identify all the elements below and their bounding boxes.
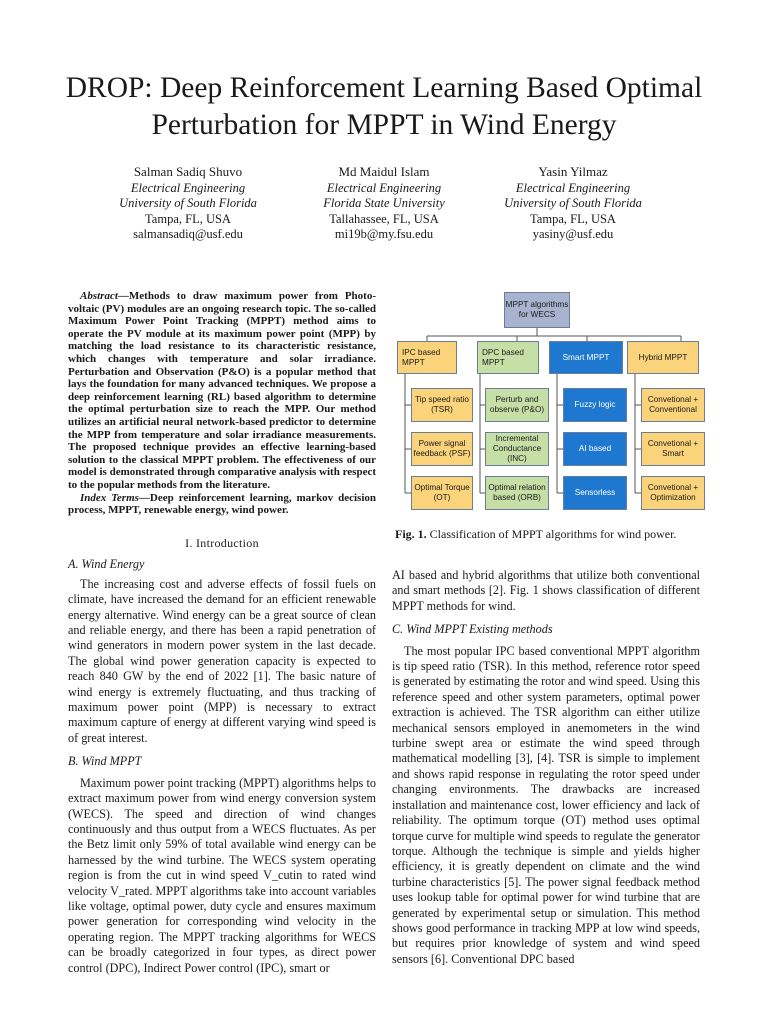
author-3 — [463, 164, 683, 243]
dpc-item-orb: Optimal relation based (ORB) — [485, 476, 549, 510]
author-loc: Tallahassee, FL, USA — [329, 211, 439, 226]
paragraph: AI based and hybrid algorithms that utilize both conventional and smart methods [2]. Fig. 1 shows classification of different MPPT methods for wind. — [392, 568, 700, 613]
author-dept: Electrical Engineering — [515, 180, 631, 195]
smart-item-fuzzy: Fuzzy logic — [563, 388, 627, 422]
author-univ: Florida State University — [323, 196, 445, 211]
paragraph: The most popular IPC based conventional MPPT algorithm is tip speed ratio (TSR). In this method, reference rotor speed is generated by estimating the rotor and wind speed. Using this reference speed and other system parameters, optimal power extraction is achieved. The TSR algorithm can either utilize mechanical sensors employed in anemometers in the wind turbine swept area or estimate the wind speed through mathematical modelling [3], [4]. TSR is simple to implement and shows rapid response in regulating the rotor speed under changing environments. The drawbacks are increased installation and maintenance cost, lower efficiency and lack of reliability. The optimum torque (OT) method uses optimal torque curve for multiple wind speeds to regulate the generator torque. Although the technique is simple and yields higher efficiency, it is greatly dependent on climate and the wind turbine characteristics [5]. The power signal feedback method uses lookup table for optimal power for wind turbine that are generated by experimental setup or simulation. This method shows good performance in tracking MPP at low wind speeds, but requires prior knowledge of system and wind speed sensors [6]. Conventional DPC based — [392, 643, 700, 966]
smart-item-sensorless: Sensorless — [563, 476, 627, 510]
author-email: yasiny@usf.edu — [532, 227, 614, 242]
ipc-item-psf: Power signal feedback (PSF) — [411, 432, 473, 466]
left-column — [68, 536, 376, 976]
author-name: Salman Sadiq Shuvo — [133, 164, 243, 179]
index-terms-text: —Deep reinforcement learning, markov decision process, MPPT, renewable energy, wind power. — [68, 491, 376, 517]
category-ipc: IPC based MPPT — [397, 341, 457, 374]
author-name: Yasin Yilmaz — [538, 164, 608, 179]
ipc-item-ot: Optimal Torque (OT) — [411, 476, 473, 510]
ipc-item-tsr: Tip speed ratio (TSR) — [411, 388, 473, 422]
category-smart: Smart MPPT — [549, 341, 623, 374]
abstract-label: Abstract — [80, 290, 118, 302]
author-univ: University of South Florida — [119, 196, 257, 211]
index-terms-label: Index Terms — [80, 491, 139, 504]
figure-caption — [395, 527, 705, 542]
section-heading: I. Introduction — [185, 536, 259, 550]
subsection-heading: B. Wind MPPT — [68, 754, 142, 769]
author-loc: Tampa, FL, USA — [530, 211, 616, 226]
hybrid-item-conv-opt: Convetional + Optimization — [641, 476, 705, 510]
author-dept: Electrical Engineering — [130, 180, 246, 195]
root-node: MPPT algorithms for WECS — [504, 292, 570, 328]
abstract-text: —Methods to draw maximum power from Photo-voltaic (PV) modules are an ongoing research topic. The so-called Maximum Power Point Tracking (MPPT) method aims to operate the PV module at its maximum power point (MPP) by matching the load resistance to its characteristic resistance, which changes with temperature and solar irradiance. Perturbation and Observation (P&O) is a popular method that lays the foundation for many advanced techniques. We propose a deep reinforcement learning (RL) based algorithm to determine the optimal perturbation size to reach the MPP. Our method utilizes an artificial neural network-based predictor to determine the MPP from temperature and solar irradiance measurements. The proposed technique provides an effective learning-based solution to the classical MPPT problem. The effectiveness of our model is demonstrated through comparative analysis with respect to the popular methods from the literature. — [68, 290, 376, 491]
abstract — [68, 290, 376, 517]
smart-item-ai: AI based — [563, 432, 627, 466]
author-email: salmansadiq@usf.edu — [133, 227, 243, 242]
paragraph: The increasing cost and adverse effects of fossil fuels on climate, have increased the demand for an efficient renewable energy alternative. Wind energy can be a great source of clean and reliable energy, and there has been a rapid penetration of wind generators in modern power system in the last decade. The global wind power generation capacity is expected to reach 840 GW by the end of 2022 [1]. The basic nature of wind energy is extremely fluctuating, and thus tracking of maximum power point (MPP) is necessary to extract maximum capture of energy at different varying wind speed is of great interest. — [68, 576, 376, 745]
author-dept: Electrical Engineering — [326, 180, 442, 195]
author-1 — [78, 164, 298, 243]
paragraph: Maximum power point tracking (MPPT) algorithms helps to extract maximum power from wind energy conversion system (WECS). The speed and direction of wind changes continuously and thus output from a WECS fluctuates. As per the Betz limit only 59% of total available wind energy can be harnessed by the wind turbine. The WECS system operating region is from the cut in wind speed V_cutin to rated wind velocity V_rated. MPPT algorithms take into account variables like voltage, optimal power, duty cycle and ensures maximum power generation for corresponding wind velocity in the operating region. The MPPT tracking algorithms for WECS can be broadly categorized in four types, as direct power control (DPC), Indirect Power control (IPC), smart or — [68, 775, 376, 975]
category-hybrid: Hybrid MPPT — [627, 341, 699, 374]
author-univ: University of South Florida — [504, 196, 642, 211]
caption-text: Classification of MPPT algorithms for wind power. — [429, 527, 677, 541]
right-column — [392, 568, 700, 967]
subsection-heading: A. Wind Energy — [68, 557, 145, 572]
caption-label: Fig. 1. — [395, 527, 427, 541]
author-email: mi19b@my.fsu.edu — [334, 227, 434, 242]
subsection-heading: C. Wind MPPT Existing methods — [392, 622, 553, 637]
hybrid-item-conv-smart: Convetional + Smart — [641, 432, 705, 466]
author-loc: Tampa, FL, USA — [145, 211, 231, 226]
paper-title: DROP: Deep Reinforcement Learning Based Optimal Perturbation for MPPT in Wind Energy — [65, 72, 703, 141]
dpc-item-inc: Incremental Conductance (INC) — [485, 432, 549, 466]
hybrid-item-conv-conv: Convetional + Conventional — [641, 388, 705, 422]
category-dpc: DPC based MPPT — [477, 341, 539, 374]
author-name: Md Maidul Islam — [338, 164, 430, 179]
author-2 — [274, 164, 494, 243]
dpc-item-po: Perturb and observe (P&O) — [485, 388, 549, 422]
mppt-classification-diagram — [389, 288, 709, 516]
